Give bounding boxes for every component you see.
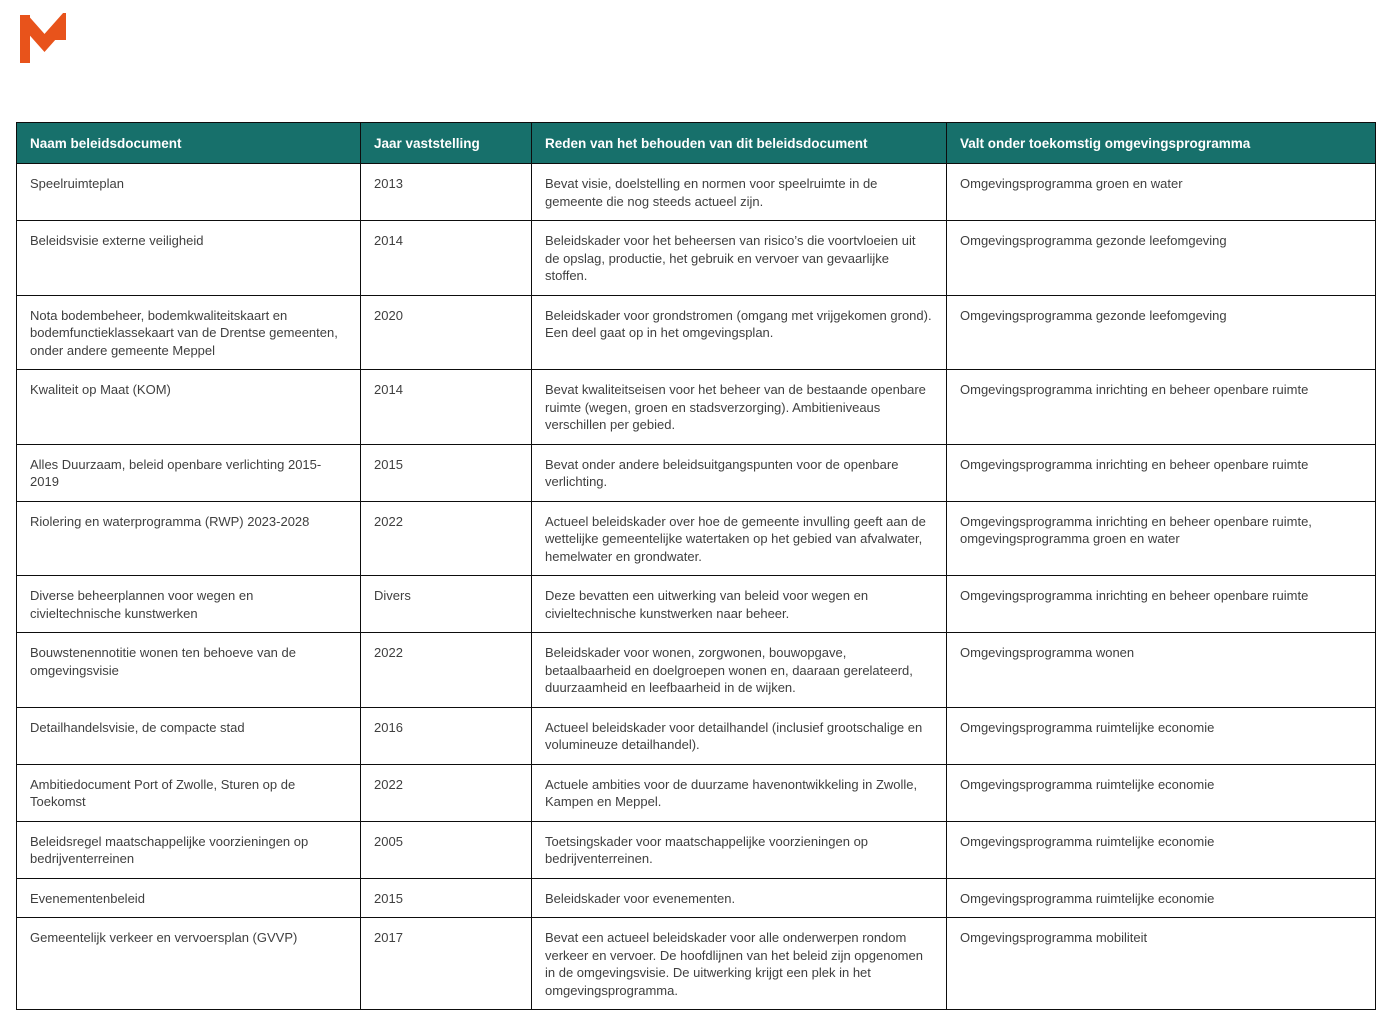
- cell-year: 2015: [361, 878, 532, 918]
- meppel-logo: [20, 13, 66, 63]
- table-row: [17, 633, 1376, 708]
- cell-year: 2022: [361, 633, 532, 708]
- table-row: [17, 918, 1376, 1010]
- cell-year: 2013: [361, 164, 532, 221]
- cell-reason: Toetsingskader voor maatschappelijke voorzieningen op bedrijventerreinen.: [532, 821, 947, 878]
- cell-reason: Beleidskader voor het beheersen van risico’s die voortvloeien uit de opslag, productie, het gebruik en vervoer van gevaarlijke stoffen.: [532, 221, 947, 296]
- cell-reason: Bevat kwaliteitseisen voor het beheer van de bestaande openbare ruimte (wegen, groen en stadsverzorging). Ambitieniveaus verschillen per gebied.: [532, 370, 947, 445]
- table-row: [17, 444, 1376, 501]
- table-row: [17, 370, 1376, 445]
- cell-reason: Bevat een actueel beleidskader voor alle onderwerpen rondom verkeer en vervoer. De hoofdlijnen van het beleid zijn opgenomen in de omgevingsvisie. De uitwerking krijgt een plek in het omgevingsprogramma.: [532, 918, 947, 1010]
- cell-year: 2005: [361, 821, 532, 878]
- cell-document-name: Nota bodembeheer, bodemkwaliteitskaart en bodemfunctieklassekaart van de Drentse gemeenten, onder andere gemeente Meppel: [17, 295, 361, 370]
- cell-document-name: Riolering en waterprogramma (RWP) 2023-2028: [17, 501, 361, 576]
- table-row: [17, 878, 1376, 918]
- cell-document-name: Kwaliteit op Maat (KOM): [17, 370, 361, 445]
- column-header-jaar-vaststelling: Jaar vaststelling: [361, 123, 532, 164]
- column-header-reden-behouden: Reden van het behouden van dit beleidsdocument: [532, 123, 947, 164]
- cell-reason: Beleidskader voor grondstromen (omgang met vrijgekomen grond). Een deel gaat op in het omgevingsplan.: [532, 295, 947, 370]
- cell-program: Omgevingsprogramma groen en water: [947, 164, 1376, 221]
- table-row: [17, 707, 1376, 764]
- cell-program: Omgevingsprogramma mobiliteit: [947, 918, 1376, 1010]
- cell-reason: Bevat onder andere beleidsuitgangspunten voor de openbare verlichting.: [532, 444, 947, 501]
- table-row: [17, 764, 1376, 821]
- cell-reason: Deze bevatten een uitwerking van beleid voor wegen en civieltechnische kunstwerken naar beheer.: [532, 576, 947, 633]
- cell-program: Omgevingsprogramma inrichting en beheer openbare ruimte: [947, 576, 1376, 633]
- cell-reason: Bevat visie, doelstelling en normen voor speelruimte in de gemeente die nog steeds actueel zijn.: [532, 164, 947, 221]
- table-row: [17, 576, 1376, 633]
- cell-program: Omgevingsprogramma wonen: [947, 633, 1376, 708]
- cell-year: 2022: [361, 764, 532, 821]
- cell-reason: Beleidskader voor wonen, zorgwonen, bouwopgave, betaalbaarheid en doelgroepen wonen en, daaraan gerelateerd, duurzaamheid en leefbaarheid in de wijken.: [532, 633, 947, 708]
- cell-reason: Actueel beleidskader voor detailhandel (inclusief grootschalige en volumineuze detailhandel).: [532, 707, 947, 764]
- cell-year: 2022: [361, 501, 532, 576]
- cell-year: 2016: [361, 707, 532, 764]
- meppel-m-icon: [20, 13, 66, 63]
- cell-program: Omgevingsprogramma gezonde leefomgeving: [947, 221, 1376, 296]
- cell-program: Omgevingsprogramma inrichting en beheer openbare ruimte, omgevingsprogramma groen en water: [947, 501, 1376, 576]
- table-body: [17, 164, 1376, 1010]
- policy-documents-table: [16, 122, 1376, 1010]
- cell-document-name: Speelruimteplan: [17, 164, 361, 221]
- table-row: [17, 821, 1376, 878]
- cell-program: Omgevingsprogramma ruimtelijke economie: [947, 878, 1376, 918]
- cell-reason: Beleidskader voor evenementen.: [532, 878, 947, 918]
- table-row: [17, 295, 1376, 370]
- cell-year: 2014: [361, 221, 532, 296]
- table-row: [17, 164, 1376, 221]
- cell-document-name: Beleidsvisie externe veiligheid: [17, 221, 361, 296]
- cell-reason: Actuele ambities voor de duurzame havenontwikkeling in Zwolle, Kampen en Meppel.: [532, 764, 947, 821]
- cell-document-name: Alles Duurzaam, beleid openbare verlichting 2015-2019: [17, 444, 361, 501]
- cell-reason: Actueel beleidskader over hoe de gemeente invulling geeft aan de wettelijke gemeentelijke watertaken op het gebied van afvalwater, hemelwater en grondwater.: [532, 501, 947, 576]
- cell-year: Divers: [361, 576, 532, 633]
- cell-year: 2015: [361, 444, 532, 501]
- cell-year: 2014: [361, 370, 532, 445]
- cell-program: Omgevingsprogramma inrichting en beheer openbare ruimte: [947, 370, 1376, 445]
- column-header-omgevingsprogramma: Valt onder toekomstig omgevingsprogramma: [947, 123, 1376, 164]
- table-header: [17, 123, 1376, 164]
- cell-document-name: Ambitiedocument Port of Zwolle, Sturen op de Toekomst: [17, 764, 361, 821]
- table-header-row: [17, 123, 1376, 164]
- cell-document-name: Evenementenbeleid: [17, 878, 361, 918]
- cell-document-name: Beleidsregel maatschappelijke voorzieningen op bedrijventerreinen: [17, 821, 361, 878]
- cell-document-name: Diverse beheerplannen voor wegen en civieltechnische kunstwerken: [17, 576, 361, 633]
- table-row: [17, 221, 1376, 296]
- cell-program: Omgevingsprogramma ruimtelijke economie: [947, 707, 1376, 764]
- cell-document-name: Detailhandelsvisie, de compacte stad: [17, 707, 361, 764]
- cell-year: 2020: [361, 295, 532, 370]
- cell-program: Omgevingsprogramma inrichting en beheer openbare ruimte: [947, 444, 1376, 501]
- cell-year: 2017: [361, 918, 532, 1010]
- cell-program: Omgevingsprogramma gezonde leefomgeving: [947, 295, 1376, 370]
- cell-program: Omgevingsprogramma ruimtelijke economie: [947, 821, 1376, 878]
- column-header-naam-beleidsdocument: Naam beleidsdocument: [17, 123, 361, 164]
- cell-document-name: Bouwstenennotitie wonen ten behoeve van de omgevingsvisie: [17, 633, 361, 708]
- table-row: [17, 501, 1376, 576]
- cell-document-name: Gemeentelijk verkeer en vervoersplan (GVVP): [17, 918, 361, 1010]
- cell-program: Omgevingsprogramma ruimtelijke economie: [947, 764, 1376, 821]
